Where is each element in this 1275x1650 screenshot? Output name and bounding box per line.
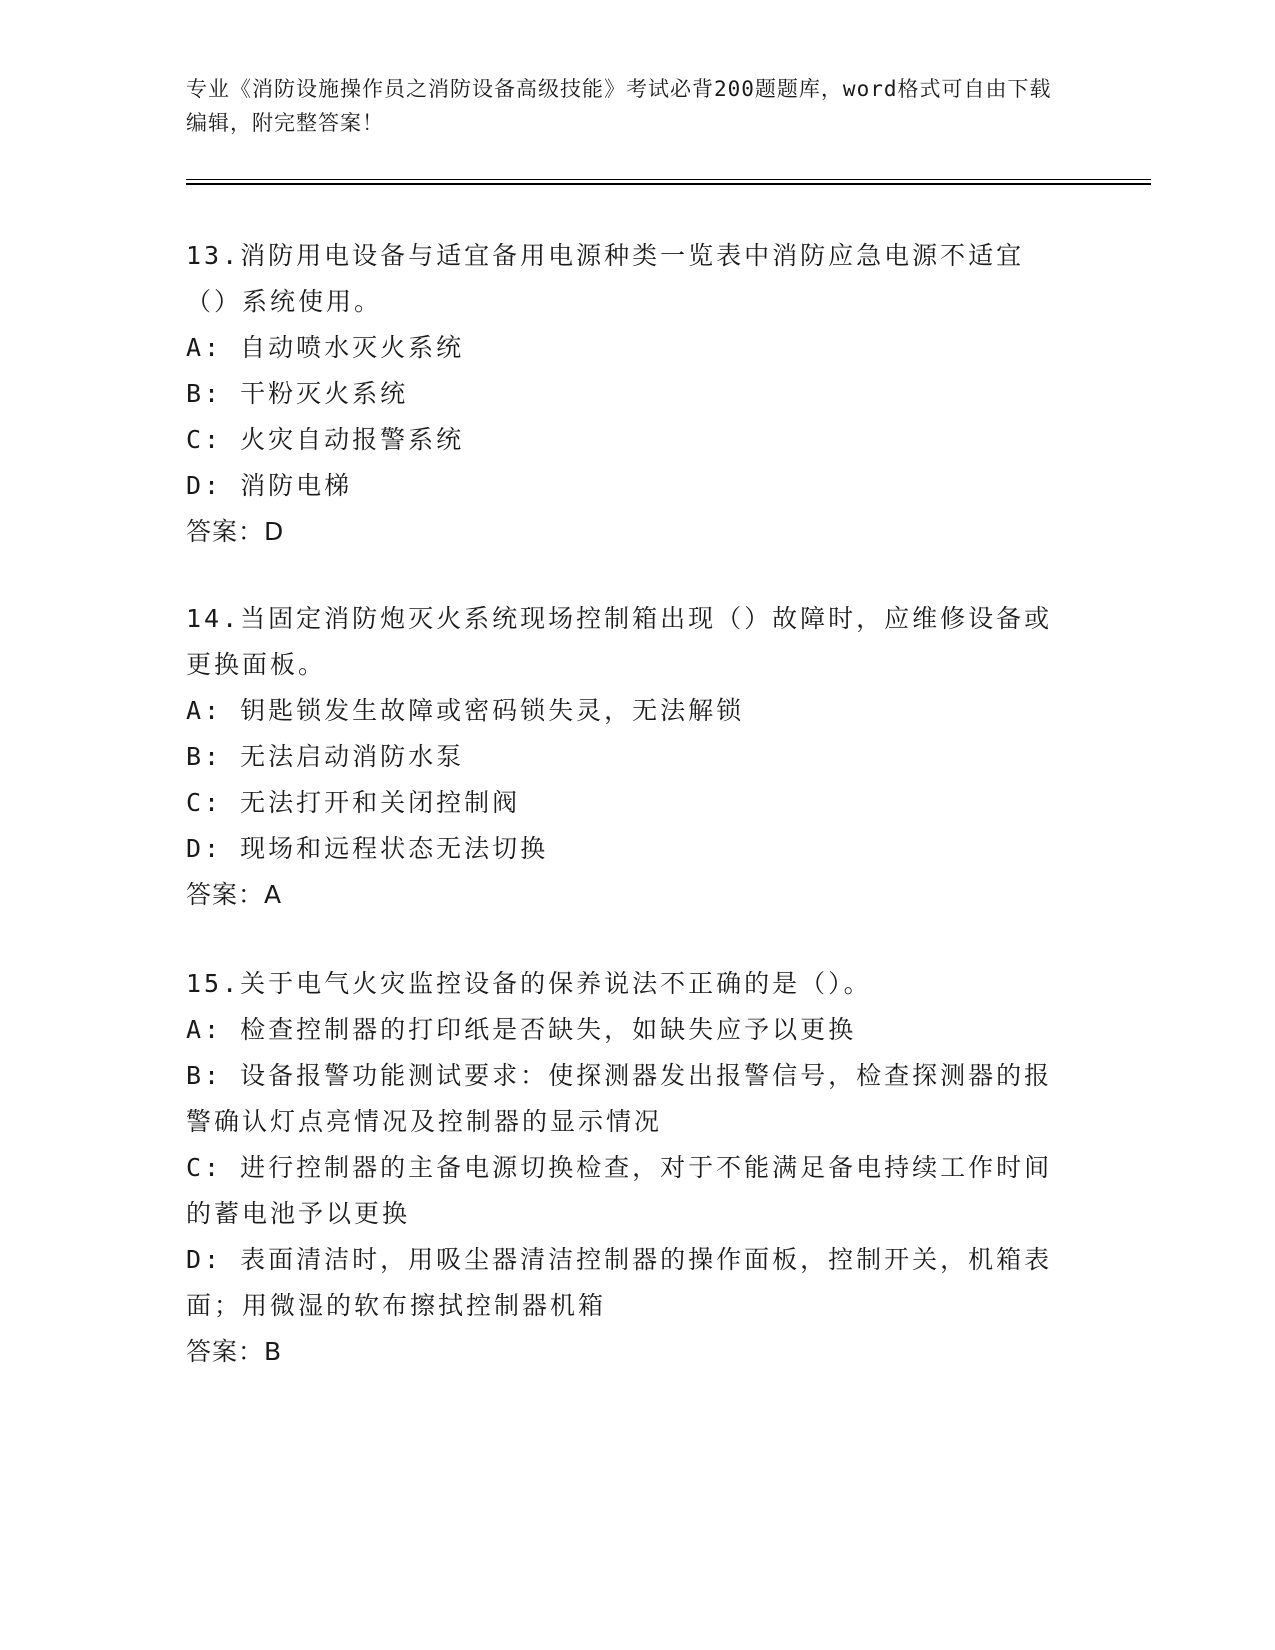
question-stem: 14.当固定消防炮灭火系统现场控制箱出现（）故障时，应维修设备或更换面板。: [186, 604, 1053, 679]
option-c: C: 火灾自动报警系统: [186, 425, 465, 454]
question-15: [186, 961, 1066, 1375]
option-b: B: 无法启动消防水泵: [186, 742, 465, 771]
option-a: A: 检查控制器的打印纸是否缺失，如缺失应予以更换: [186, 1015, 857, 1044]
option-c: C: 进行控制器的主备电源切换检查，对于不能满足备电持续工作时间的蓄电池予以更换: [186, 1153, 1053, 1228]
option-a: A: 钥匙锁发生故障或密码锁失灵，无法解锁: [186, 696, 745, 725]
question-14: [186, 596, 1066, 918]
question-stem: 15.关于电气火灾监控设备的保养说法不正确的是（）。: [186, 969, 872, 998]
option-b: B: 干粉灭火系统: [186, 379, 409, 408]
option-b: B: 设备报警功能测试要求：使探测器发出报警信号，检查探测器的报警确认灯点亮情况及控制器的显示情况: [186, 1061, 1053, 1136]
document-header: [186, 72, 1066, 140]
question-13: [186, 233, 1066, 555]
header-divider-top: [186, 179, 1151, 180]
option-d: D: 表面清洁时，用吸尘器清洁控制器的操作面板，控制开关，机箱表面；用微湿的软布擦拭控制器机箱: [186, 1245, 1053, 1320]
answer: 答案：A: [186, 880, 283, 909]
header-divider-bottom: [186, 183, 1151, 185]
option-d: D: 消防电梯: [186, 471, 353, 500]
option-a: A: 自动喷水灭火系统: [186, 333, 465, 362]
answer: 答案：D: [186, 517, 285, 546]
answer: 答案：B: [186, 1337, 283, 1366]
option-c: C: 无法打开和关闭控制阀: [186, 788, 521, 817]
option-d: D: 现场和远程状态无法切换: [186, 834, 549, 863]
question-stem: 13.消防用电设备与适宜备用电源种类一览表中消防应急电源不适宜（）系统使用。: [186, 241, 1025, 316]
header-text: 专业《消防设施操作员之消防设备高级技能》考试必背200题题库，word格式可自由下载编辑，附完整答案！: [186, 77, 1052, 135]
